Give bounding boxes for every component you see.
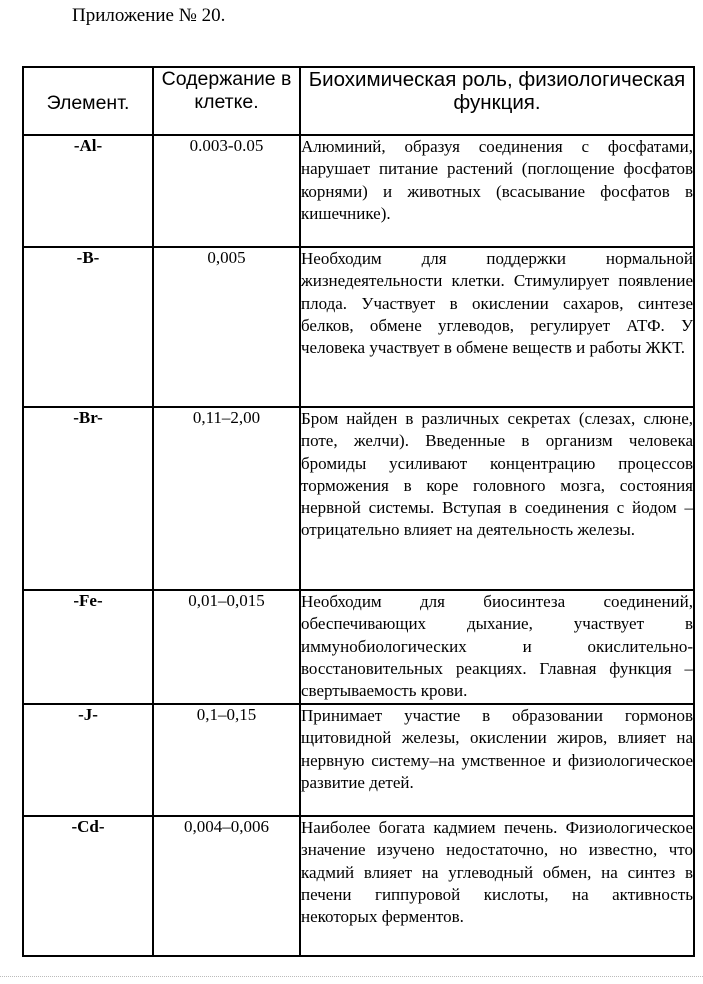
cell-content-value: 0,01–0,015 [153,590,300,704]
elements-table [22,66,695,957]
appendix-title: Приложение № 20. [72,5,226,26]
cell-content-value: 0,004–0,006 [153,816,300,956]
element-symbol: -Cd- [23,816,153,956]
header-content: Содержание в клетке. [153,67,300,135]
element-symbol: -B- [23,247,153,407]
table-header-row [23,67,694,135]
cell-content-value: 0,005 [153,247,300,407]
table-row [23,590,694,704]
table-row [23,704,694,816]
cell-role-text: Необходим для поддержки нормальной жизнедеятельности клетки. Стимулирует появление плода. Участвует в окислении сахаров, синтезе белков, обмене углеводов, регулирует АТФ. У человека участвует в обмене веществ и работы ЖКТ. [300,247,694,407]
element-symbol: -Br- [23,407,153,590]
header-role: Биохимическая роль, физиологическая функция. [300,67,694,135]
cell-role-text: Необходим для биосинтеза соединений, обеспечивающих дыхание, участвует в иммунобиологических и окислительно-восстановительных реакциях. Главная функция – свертываемость крови. [300,590,694,704]
element-symbol: -Fe- [23,590,153,704]
header-element: Элемент. [23,67,153,135]
cell-role-text: Наиболее богата кадмием печень. Физиологическое значение изучено недостаточно, но известно, что кадмий влияет на углеводный обмен, на синтез в печени гиппуровой кислоты, на активность некоторых ферментов. [300,816,694,956]
cell-role-text: Принимает участие в образовании гормонов щитовидной железы, окислении жиров, влияет на нервную систему–на умственное и физиологическое развитие детей. [300,704,694,816]
element-symbol: -Al- [23,135,153,247]
cell-content-value: 0,1–0,15 [153,704,300,816]
cell-role-text: Бром найден в различных секретах (слезах, слюне, поте, желчи). Введенные в организм человека бромиды усиливают концентрацию процессов торможения в коре головного мозга, состояния нервной системы. Вступая в соединения с йодом – отрицательно влияет на деятельность железы. [300,407,694,590]
cell-content-value: 0,11–2,00 [153,407,300,590]
table-row [23,407,694,590]
cell-content-value: 0.003-0.05 [153,135,300,247]
page-bottom-divider [0,976,703,977]
element-symbol: -J- [23,704,153,816]
table-row [23,247,694,407]
cell-role-text: Алюминий, образуя соединения с фосфатами, нарушает питание растений (поглощение фосфатов корнями) и животных (всасывание фосфатов в кишечнике). [300,135,694,247]
table-row [23,135,694,247]
table-row [23,816,694,956]
